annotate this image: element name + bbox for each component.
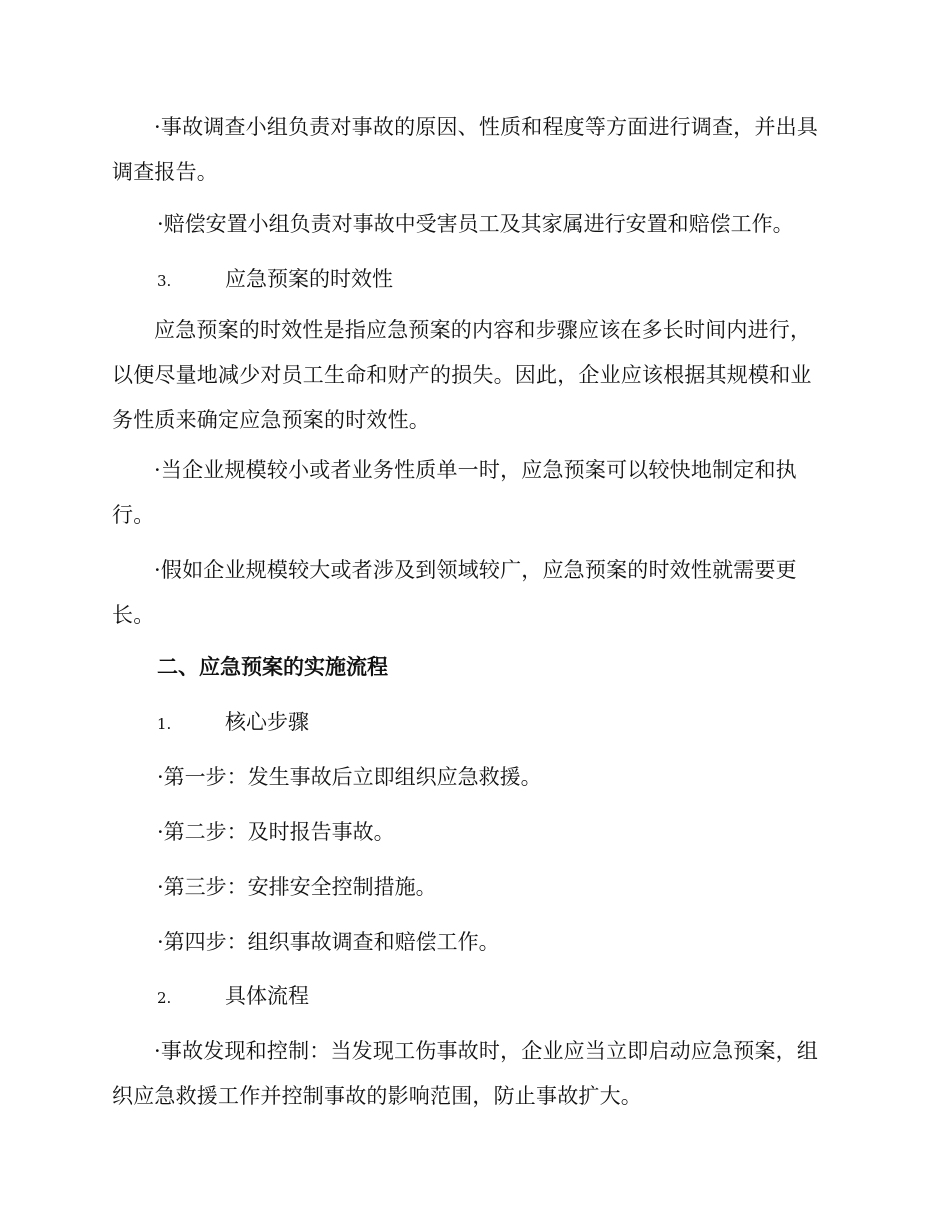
paragraph-large-enterprise: ·假如企业规模较大或者涉及到领域较广，应急预案的时效性就需要更长。 xyxy=(112,558,797,627)
section-title: 应急预案的时效性 xyxy=(225,267,393,291)
section-heading-detailed-process xyxy=(157,981,309,1013)
paragraph-timeliness-definition: 应急预案的时效性是指应急预案的内容和步骤应该在多长时间内进行，以便尽量地减少对员工生命和财产的损失。因此，企业应该根据其规模和业务性质来确定应急预案的时效性。 xyxy=(112,318,812,432)
section-heading-core-steps xyxy=(157,707,309,739)
section-title: 具体流程 xyxy=(225,984,309,1008)
paragraph-accident-detection: ·事故发现和控制：当发现工伤事故时，企业应当立即启动应急预案，组织应急救援工作并控制事故的影响范围，防止事故扩大。 xyxy=(112,1039,819,1108)
paragraph-compensation-team: ·赔偿安置小组负责对事故中受害员工及其家属进行安置和赔偿工作。 xyxy=(157,212,794,236)
section-heading-implementation: 二、应急预案的实施流程 xyxy=(157,655,388,679)
section-number: 3. xyxy=(157,272,172,290)
step-one: ·第一步：发生事故后立即组织应急救援。 xyxy=(157,765,542,789)
paragraph-investigation-team: ·事故调查小组负责对事故的原因、性质和程度等方面进行调查，并出具调查报告。 xyxy=(112,115,819,184)
section-title: 核心步骤 xyxy=(225,710,309,734)
section-number: 1. xyxy=(157,715,172,733)
section-number: 2. xyxy=(157,989,172,1007)
step-four: ·第四步：组织事故调查和赔偿工作。 xyxy=(157,930,500,954)
section-heading-timeliness xyxy=(157,264,393,296)
step-two: ·第二步：及时报告事故。 xyxy=(157,820,395,844)
step-three: ·第三步：安排安全控制措施。 xyxy=(157,875,437,899)
paragraph-small-enterprise: ·当企业规模较小或者业务性质单一时，应急预案可以较快地制定和执行。 xyxy=(112,458,797,527)
